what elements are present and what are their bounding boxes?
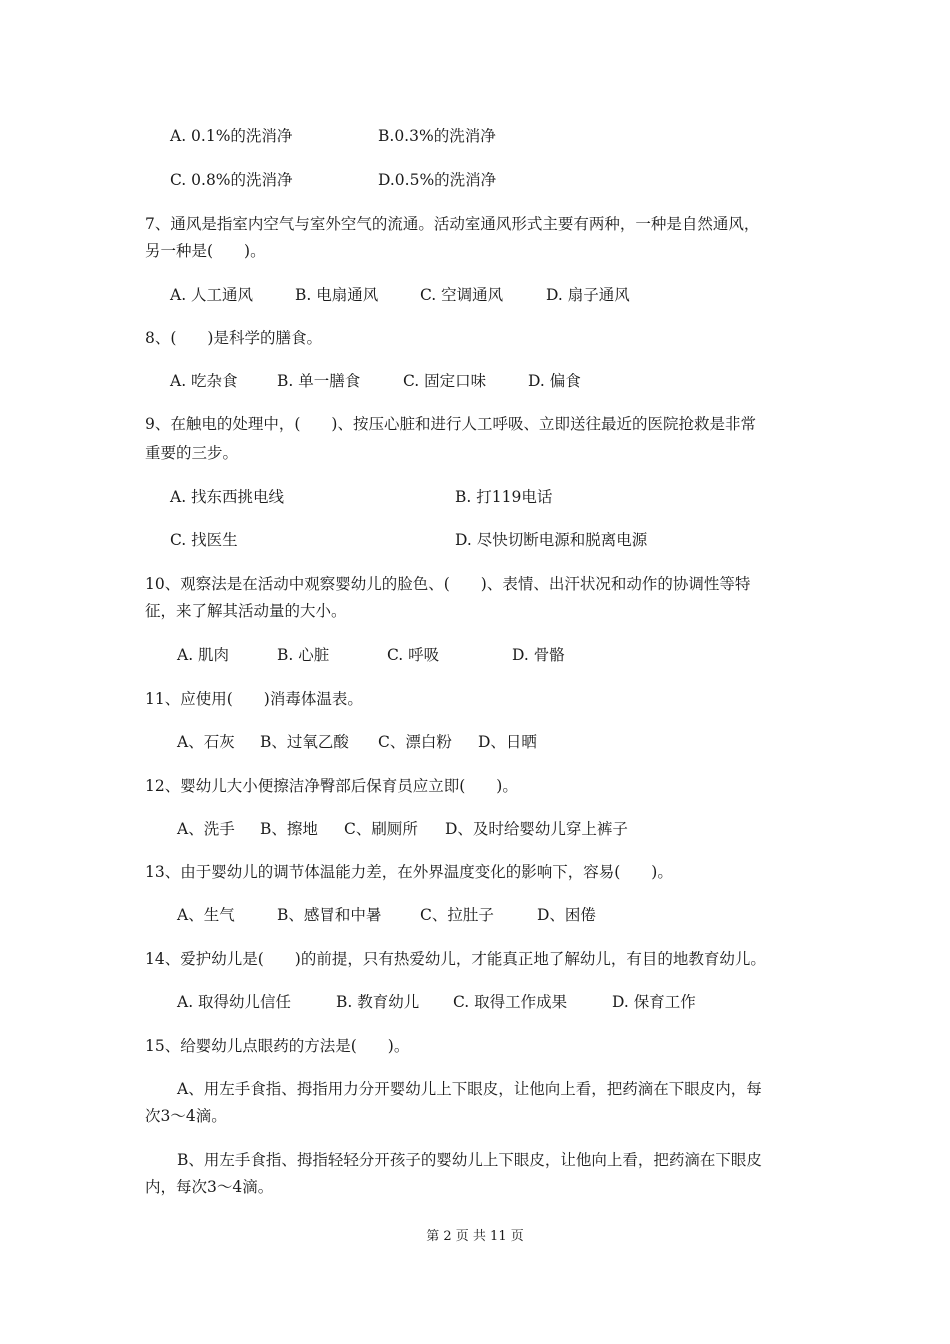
- q11-option-b: B、过氧乙酸: [260, 733, 349, 751]
- q11-option-d: D、日晒: [478, 733, 537, 751]
- q7-stem-line1: 7、通风是指室内空气与室外空气的流通。活动室通风形式主要有两种，一种是自然通风，: [145, 215, 760, 233]
- q13-option-c: C、拉肚子: [420, 906, 494, 924]
- q14-option-d: D. 保育工作: [612, 993, 696, 1011]
- q10-option-d: D. 骨骼: [512, 646, 565, 664]
- q9-stem-line1: 9、在触电的处理中，( )、按压心脏和进行人工呼吸、立即送往最近的医院抢救是非常: [145, 415, 756, 433]
- q11-option-c: C、漂白粉: [378, 733, 452, 751]
- q12-option-a: A、洗手: [177, 820, 235, 838]
- q12-stem: 12、婴幼儿大小便擦洁净臀部后保育员应立即( )。: [145, 777, 518, 795]
- q8-option-a: A. 吃杂食: [170, 372, 238, 390]
- q15-option-a-line1: A、用左手食指、拇指用力分开婴幼儿上下眼皮，让他向上看，把药滴在下眼皮内，每: [177, 1080, 762, 1098]
- q13-option-a: A、生气: [177, 906, 235, 924]
- q8-option-c: C. 固定口味: [403, 372, 487, 390]
- q7-option-a: A. 人工通风: [170, 286, 254, 304]
- q8-stem: 8、( )是科学的膳食。: [145, 329, 322, 347]
- q6-option-d: D.0.5%的洗消净: [378, 171, 497, 189]
- q9-option-a: A. 找东西挑电线: [170, 488, 285, 506]
- q7-stem-line2: 另一种是( )。: [145, 242, 266, 260]
- q7-option-c: C. 空调通风: [420, 286, 504, 304]
- q10-option-b: B. 心脏: [277, 646, 330, 664]
- q7-option-d: D. 扇子通风: [546, 286, 630, 304]
- q13-stem: 13、由于婴幼儿的调节体温能力差，在外界温度变化的影响下，容易( )。: [145, 863, 673, 881]
- q10-stem-line2: 征，来了解其活动量的大小。: [145, 602, 347, 620]
- q14-option-b: B. 教育幼儿: [336, 993, 420, 1011]
- q10-option-a: A. 肌肉: [177, 646, 230, 664]
- q7-option-b: B. 电扇通风: [295, 286, 379, 304]
- q12-option-d: D、及时给婴幼儿穿上裤子: [445, 820, 628, 838]
- q10-stem-line1: 10、观察法是在活动中观察婴幼儿的脸色、( )、表情、出汗状况和动作的协调性等特: [145, 575, 751, 593]
- q9-option-d: D. 尽快切断电源和脱离电源: [455, 531, 648, 549]
- page-footer: 第 2 页 共 11 页: [426, 1229, 524, 1244]
- q11-stem: 11、应使用( )消毒体温表。: [145, 690, 363, 708]
- q13-option-d: D、困倦: [537, 906, 596, 924]
- q12-option-b: B、擦地: [260, 820, 318, 838]
- q13-option-b: B、感冒和中暑: [277, 906, 382, 924]
- q15-option-b-line1: B、用左手食指、拇指轻轻分开孩子的婴幼儿上下眼皮，让他向上看，把药滴在下眼皮: [177, 1151, 762, 1169]
- q15-option-a-line2: 次3～4滴。: [145, 1107, 227, 1125]
- q10-option-c: C. 呼吸: [387, 646, 440, 664]
- q15-stem: 15、给婴幼儿点眼药的方法是( )。: [145, 1037, 410, 1055]
- q14-option-c: C. 取得工作成果: [453, 993, 568, 1011]
- q9-option-b: B. 打119电话: [455, 488, 553, 506]
- q12-option-c: C、刷厕所: [344, 820, 418, 838]
- q14-stem: 14、爱护幼儿是( )的前提，只有热爱幼儿，才能真正地了解幼儿，有目的地教育幼儿。: [145, 950, 766, 968]
- q8-option-b: B. 单一膳食: [277, 372, 361, 390]
- q11-option-a: A、石灰: [177, 733, 235, 751]
- q15-option-b-line2: 内，每次3～4滴。: [145, 1178, 274, 1196]
- q6-option-a: A. 0.1%的洗消净: [170, 127, 293, 145]
- q6-option-c: C. 0.8%的洗消净: [170, 171, 293, 189]
- q6-option-b: B.0.3%的洗消净: [378, 127, 496, 145]
- q8-option-d: D. 偏食: [528, 372, 581, 390]
- q9-stem-line2: 重要的三步。: [145, 444, 239, 462]
- q14-option-a: A. 取得幼儿信任: [177, 993, 292, 1011]
- q9-option-c: C. 找医生: [170, 531, 238, 549]
